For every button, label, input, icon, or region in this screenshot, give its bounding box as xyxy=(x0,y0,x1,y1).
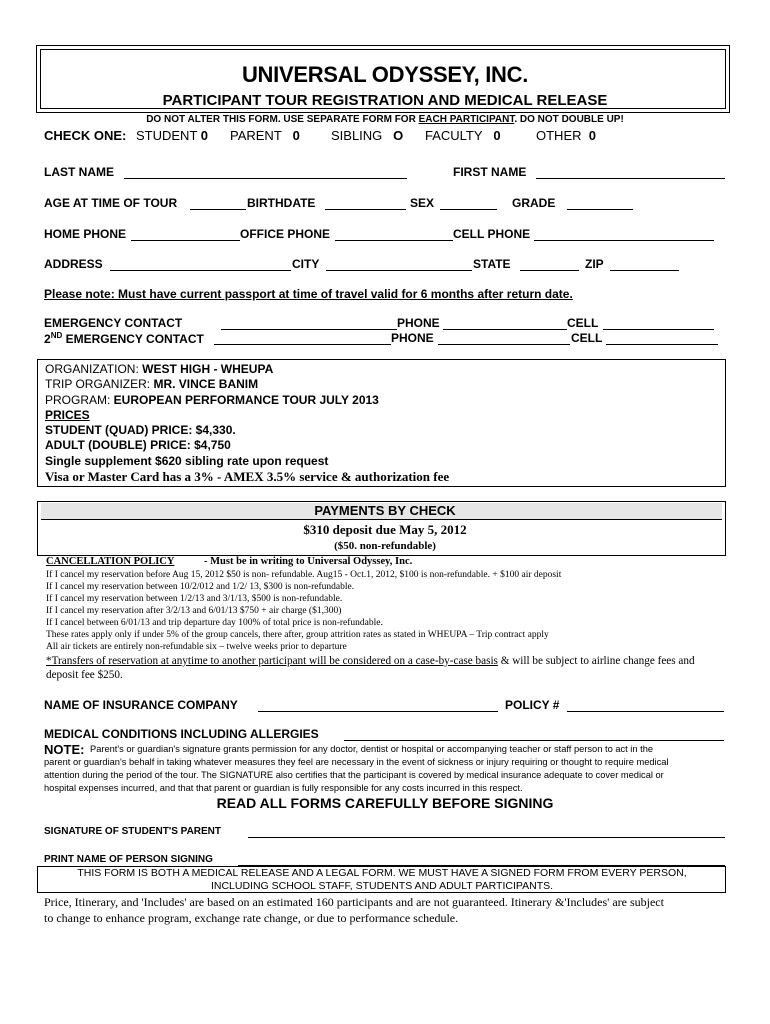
cancel-line-6: These rates apply only if under 5% of the group cancels, there after, group attrition rates as stated in WHEUPA – Trip contract apply xyxy=(46,630,549,640)
second-emergency-phone-field[interactable] xyxy=(438,330,570,345)
legal-notice-line-1: THIS FORM IS BOTH A MEDICAL RELEASE AND A LEGAL FORM. WE MUST HAVE A SIGNED FORM FROM EVERY PERSON, xyxy=(77,867,687,879)
second-emergency-cell-label: CELL xyxy=(571,331,603,345)
transfer-note: *Transfers of reservation at anytime to another participant will be considered on a case-by-case basis & will be subject to airline change fees and xyxy=(46,655,695,667)
office-phone-field[interactable] xyxy=(335,226,453,241)
cancel-line-1: If I cancel my reservation before Aug 15, 2012 $50 is non- refundable. Aug15 - Oct.1, 2012, $100 is non-refundable. + $100 air deposit xyxy=(46,570,562,580)
address-field[interactable] xyxy=(110,256,291,271)
deposit-due: $310 deposit due May 5, 2012 xyxy=(303,522,467,537)
option-faculty[interactable]: FACULTY 0 xyxy=(425,128,501,143)
emergency-contact-label: EMERGENCY CONTACT xyxy=(44,316,183,330)
transfer-note-2: deposit fee $250. xyxy=(46,669,123,681)
program-line: PROGRAM: EUROPEAN PERFORMANCE TOUR JULY 2013 xyxy=(45,393,379,407)
second-emergency-phone-label: PHONE xyxy=(391,331,434,345)
address-label: ADDRESS xyxy=(44,257,103,271)
last-name-field[interactable] xyxy=(124,164,407,179)
insurance-company-label: NAME OF INSURANCE COMPANY xyxy=(44,698,238,712)
emergency-cell-field[interactable] xyxy=(603,315,714,330)
cell-phone-field[interactable] xyxy=(534,226,714,241)
age-label: AGE AT TIME OF TOUR xyxy=(44,196,178,210)
parent-checkbox[interactable]: 0 xyxy=(292,128,300,143)
state-label: STATE xyxy=(473,257,511,271)
organizer-line: TRIP ORGANIZER: MR. VINCE BANIM xyxy=(45,377,259,391)
cell-phone-label: CELL PHONE xyxy=(453,227,531,241)
office-phone-label: OFFICE PHONE xyxy=(240,227,331,241)
adult-price: ADULT (DOUBLE) PRICE: $4,750 xyxy=(45,438,231,452)
medical-conditions-field[interactable] xyxy=(344,726,724,741)
cancel-line-7: All air tickets are entirely non-refundable six – twelve weeks prior to departure xyxy=(46,642,347,652)
first-name-label: FIRST NAME xyxy=(453,165,527,179)
cancel-line-5: If I cancel between 6/01/13 and trip departure day 100% of total price is non-refundable. xyxy=(46,618,383,628)
instruction-text-end: . DO NOT DOUBLE UP! xyxy=(514,114,624,125)
print-name-field[interactable] xyxy=(238,853,725,866)
check-one-label: CHECK ONE: xyxy=(44,128,127,143)
instruction-text: DO NOT ALTER THIS FORM. USE SEPARATE FORM FOR xyxy=(146,114,419,125)
emergency-cell-label: CELL xyxy=(567,316,599,330)
birthdate-label: BIRTHDATE xyxy=(247,196,316,210)
state-field[interactable] xyxy=(520,256,579,271)
form-title: PARTICIPANT TOUR REGISTRATION AND MEDICAL RELEASE xyxy=(162,92,608,109)
student-price: STUDENT (QUAD) PRICE: $4,330. xyxy=(45,423,236,437)
cancel-line-4: If I cancel my reservation after 3/2/13 and 6/01/13 $750 + air charge ($1,300) xyxy=(46,606,342,616)
medical-conditions-label: MEDICAL CONDITIONS INCLUDING ALLERGIES xyxy=(44,727,319,741)
price-note-line-2: to change to enhance program, exchange rate change, or due to performance schedule. xyxy=(44,911,459,925)
passport-note: Please note: Must have current passport at time of travel valid for 6 months after return date. xyxy=(44,287,573,301)
cancel-line-3: If I cancel my reservation between 1/2/13 and 3/1/13, $500 is non-refundable. xyxy=(46,594,343,604)
policy-label: POLICY # xyxy=(505,698,560,712)
option-student[interactable]: STUDENT 0 xyxy=(136,128,209,143)
zip-label: ZIP xyxy=(585,257,604,271)
medical-note-line-4: hospital expenses incurred, and that that parent or guardian is fully responsible for any costs incurred in this respect. xyxy=(44,783,523,793)
insurance-company-field[interactable] xyxy=(258,697,498,712)
home-phone-field[interactable] xyxy=(131,226,240,241)
birthdate-field[interactable] xyxy=(325,195,406,210)
last-name-label: LAST NAME xyxy=(44,165,114,179)
medical-note-line-3: attention during the period of the tour. The SIGNATURE also certifies that the participant is covered by medical insurance adequate to cover medical or xyxy=(44,770,664,780)
medical-note-line-2: parent or guardian's behalf in taking whatever measures they feel are necessary in the event of sickness or injury requiring or thought to require medical xyxy=(44,757,669,767)
signature-label: SIGNATURE OF STUDENT'S PARENT xyxy=(44,826,222,837)
cancel-line-2: If I cancel my reservation between 10/2/012 and 1/2/ 13, $300 is non-refundable. xyxy=(46,582,355,592)
print-name-label: PRINT NAME OF PERSON SIGNING xyxy=(44,854,213,865)
single-supplement: Single supplement $620 sibling rate upon request xyxy=(45,454,329,468)
first-name-field[interactable] xyxy=(536,164,725,179)
card-fee-note: Visa or Master Card has a 3% - AMEX 3.5% service & authorization fee xyxy=(45,469,450,484)
emergency-contact-field[interactable] xyxy=(221,315,397,330)
cancellation-subtitle: - Must be in writing to Universal Odyssey, Inc. xyxy=(204,556,413,567)
zip-field[interactable] xyxy=(610,256,679,271)
company-title: UNIVERSAL ODYSSEY, INC. xyxy=(241,62,529,87)
option-parent[interactable]: PARENT 0 xyxy=(230,128,300,143)
sex-label: SEX xyxy=(410,196,435,210)
emergency-phone-field[interactable] xyxy=(443,315,567,330)
sex-field[interactable] xyxy=(440,195,497,210)
second-emergency-cell-field[interactable] xyxy=(606,330,718,345)
city-field[interactable] xyxy=(326,256,472,271)
form-instruction xyxy=(0,114,770,125)
grade-field[interactable] xyxy=(567,195,633,210)
deposit-nonrefundable: ($50. non-refundable) xyxy=(334,540,436,552)
cancellation-title: CANCELLATION POLICY xyxy=(46,556,175,567)
sibling-checkbox[interactable]: O xyxy=(393,128,404,143)
other-checkbox[interactable]: 0 xyxy=(588,128,596,143)
signature-field[interactable] xyxy=(248,825,725,838)
legal-notice-line-2: INCLUDING SCHOOL STAFF, STUDENTS AND ADULT PARTICIPANTS. xyxy=(210,880,554,892)
read-forms-heading: READ ALL FORMS CAREFULLY BEFORE SIGNING xyxy=(216,795,554,811)
student-checkbox[interactable]: 0 xyxy=(200,128,209,143)
organization-line: ORGANIZATION: WEST HIGH - WHEUPA xyxy=(45,362,274,376)
price-note-line-1: Price, Itinerary, and 'Includes' are based on an estimated 160 participants and are not guaranteed. Itinerary &'Includes' are subject xyxy=(44,895,664,909)
emergency-phone-label: PHONE xyxy=(397,316,440,330)
prices-heading: PRICES xyxy=(45,408,90,422)
city-label: CITY xyxy=(292,257,320,271)
option-other[interactable]: OTHER 0 xyxy=(536,128,596,143)
medical-note-line-1: Parent's or guardian's signature grants permission for any doctor, dentist or hospital or accompanying teacher or staff person to act in the xyxy=(90,744,654,754)
policy-field[interactable] xyxy=(567,697,724,712)
faculty-checkbox[interactable]: 0 xyxy=(493,128,501,143)
age-field[interactable] xyxy=(190,195,246,210)
instruction-emphasis: EACH PARTICIPANT xyxy=(418,114,515,125)
second-emergency-contact-field[interactable] xyxy=(214,330,391,345)
grade-label: GRADE xyxy=(512,196,556,210)
payments-heading: PAYMENTS BY CHECK xyxy=(314,503,456,518)
note-label: NOTE: xyxy=(44,742,85,757)
second-emergency-contact-label: 2ND EMERGENCY CONTACT xyxy=(44,331,204,346)
option-sibling[interactable]: SIBLING O xyxy=(331,128,404,143)
home-phone-label: HOME PHONE xyxy=(44,227,127,241)
